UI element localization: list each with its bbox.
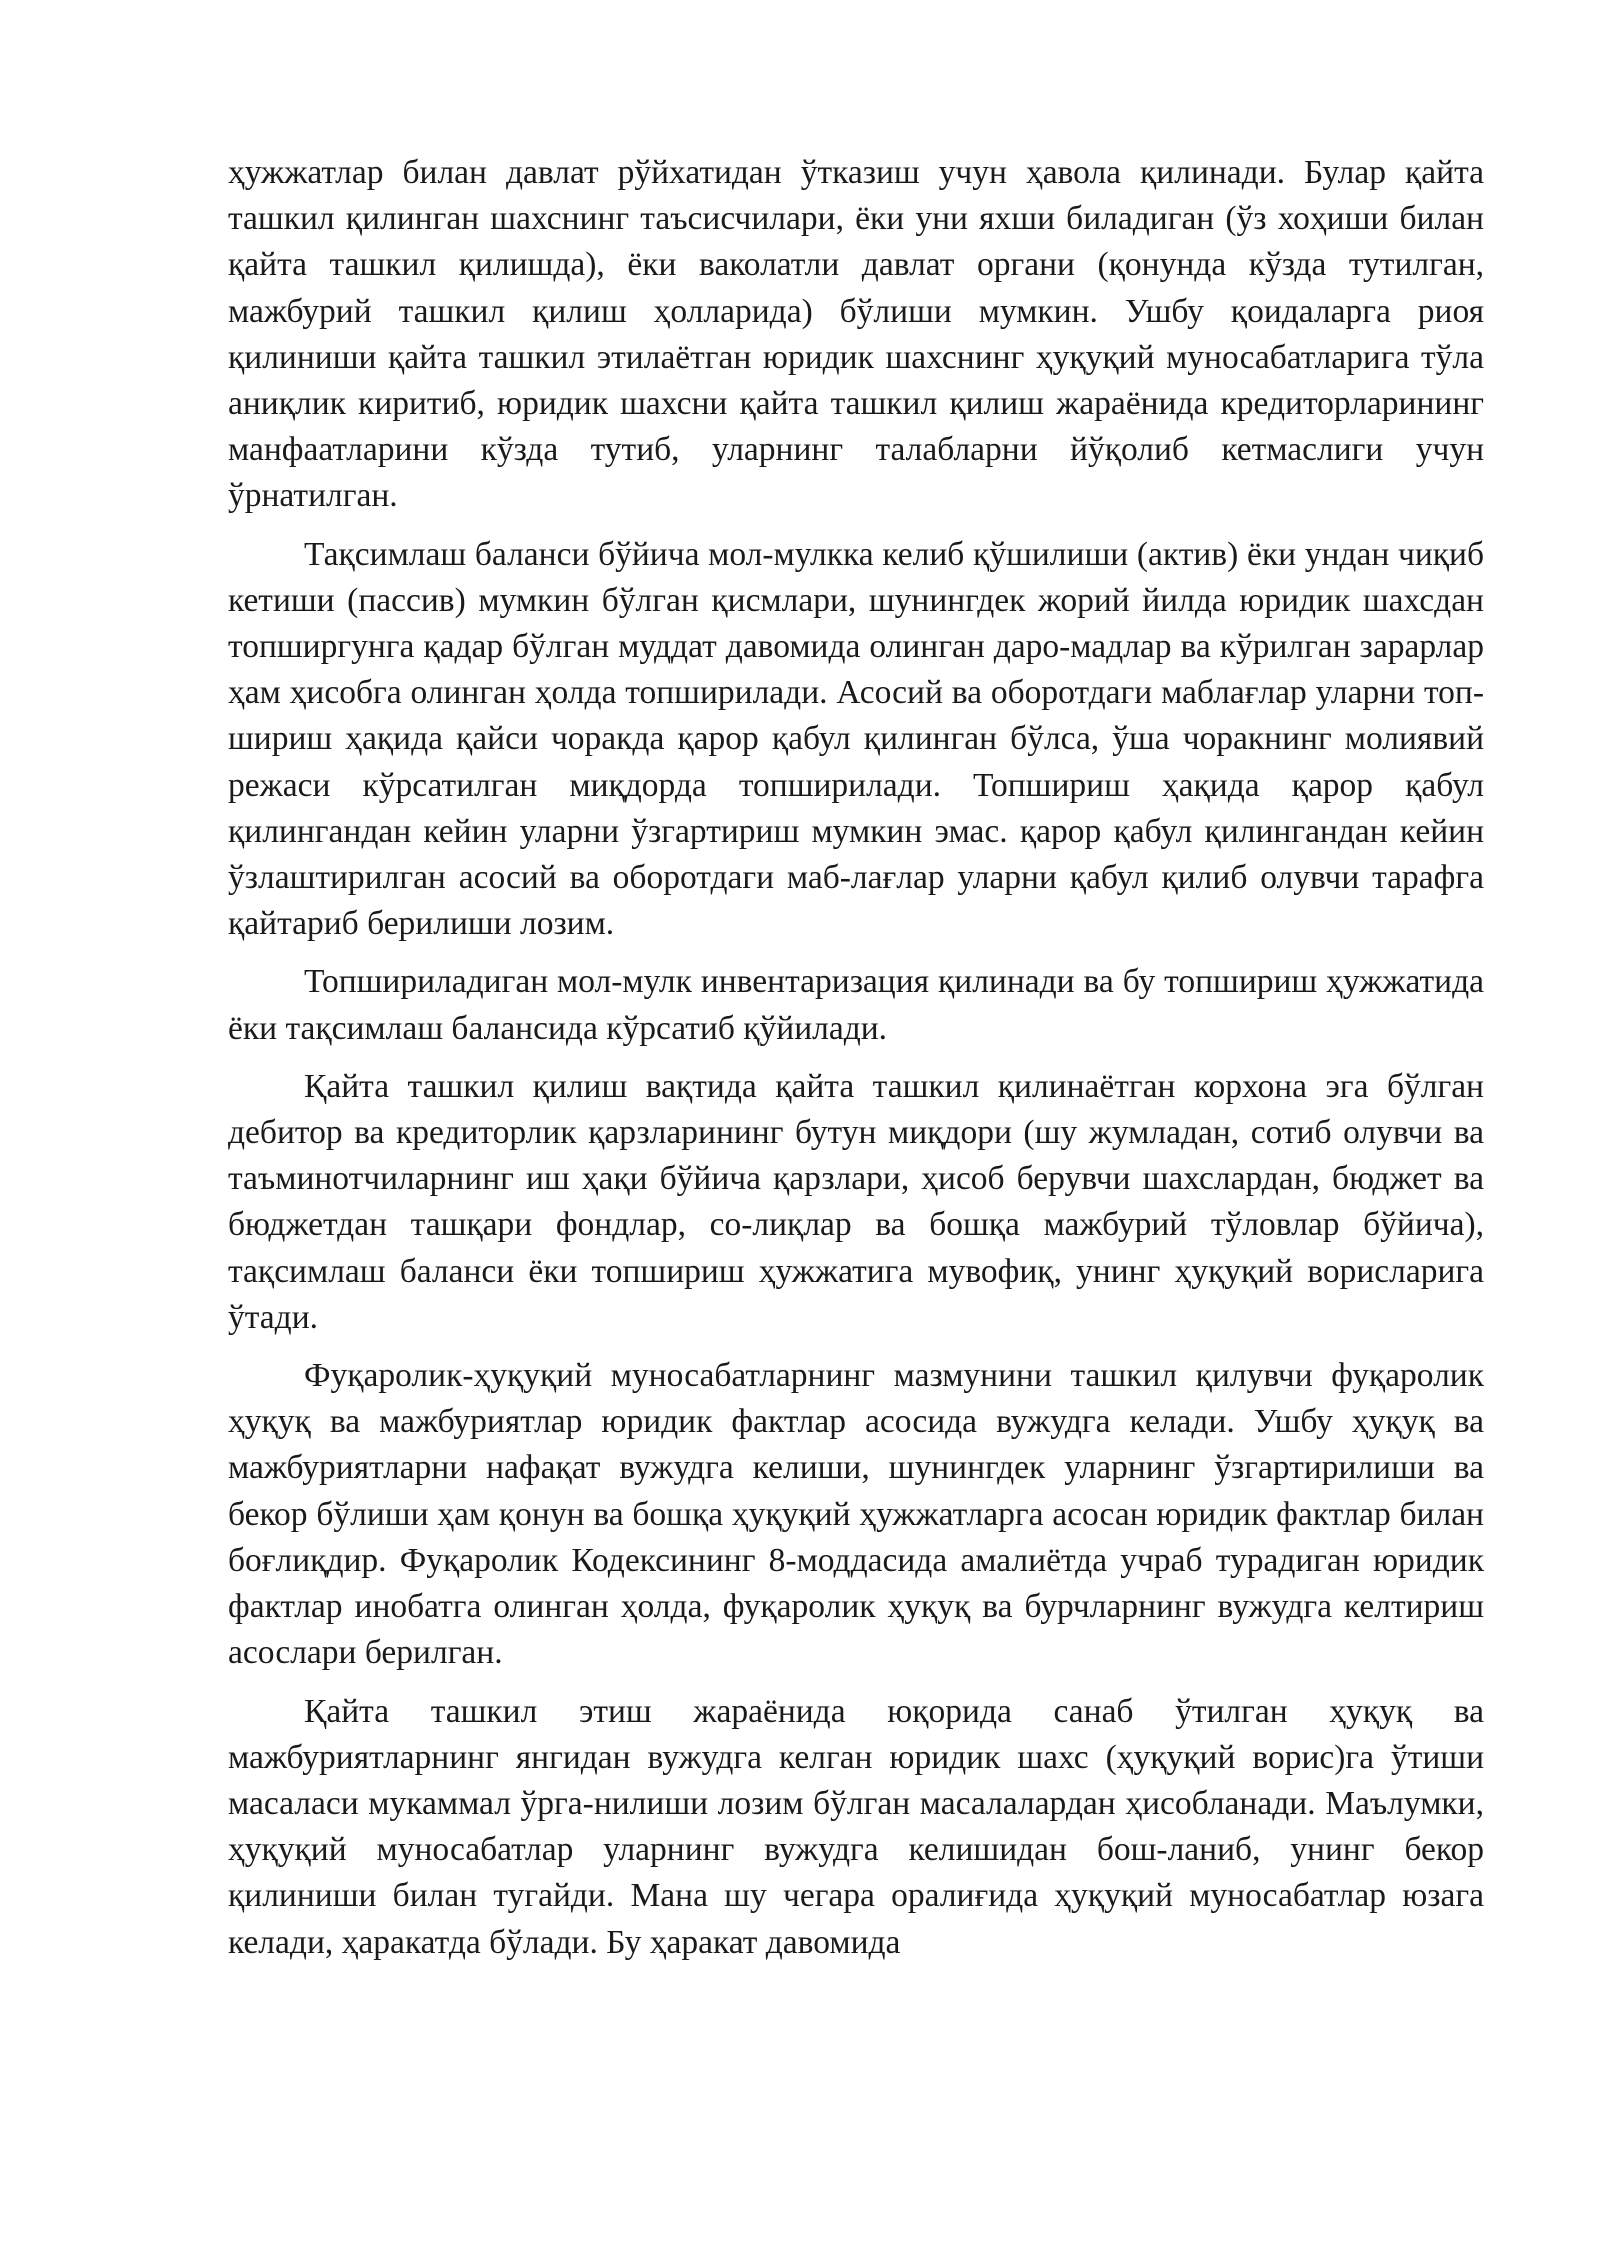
document-body: [228, 150, 1484, 1978]
paragraph-distribution-balance: Тақсимлаш баланси бўйича мол-мулкка келиб қўшилиши (актив) ёки ундан чиқиб кетиши (пассив) мумкин бўлган қисмлари, шунингдек жорий йилда юридик шахсдан топширгунга қадар бўлган муддат давомида олинган даро-мадлар ва кўрилган зарарлар ҳам ҳисобга олинган ҳолда топширилади. Асосий ва оборотдаги маблағлар уларни топ-шириш ҳақида қайси чоракда қарор қабул қилинган бўлса, ўша чоракнинг молиявий режаси кўрсатилган миқдорда топширилади. Топшириш ҳақида қарор қабул қилингандан кейин уларни ўзгартириш мумкин эмас. қарор қабул қилингандан кейин ўзлаштирилган асосий ва оборотдаги маб-лағлар уларни қабул қилиб олувчи тарафга қайтариб берилиши лозим.: [228, 535, 1484, 943]
paragraph-civil-rights: Фуқаролик-ҳуқуқий муносабатларнинг мазмунини ташкил қилувчи фуқаролик ҳуқуқ ва мажбуриятлар юридик фактлар асосида вужудга келади. Ушбу ҳуқуқ ва мажбуриятларни нафақат вужудга келиши, шунингдек уларнинг ўзгартирилиши ва бекор бўлиши ҳам қонун ва бошқа ҳуқуқий ҳужжатларга асосан юридик фактлар билан боғлиқдир. Фуқаролик Кодексининг 8-моддасида амалиётда учраб турадиган юридик фактлар инобатга олинган ҳолда, фуқаролик ҳуқуқ ва бурчларнинг вужудга келтириш асослари берилган.: [228, 1357, 1484, 1672]
paragraph-continued: ҳужжатлар билан давлат рўйхатидан ўтказиш учун ҳавола қилинади. Булар қайта ташкил қилинган шахснинг таъсисчилари, ёки уни яхши биладиган (ўз хоҳиши билан қайта ташкил қилишда), ёки ваколатли давлат органи (қонунда кўзда тутилган, мажбурий ташкил қилиш ҳолларида) бўлиши мумкин. Ушбу қоидаларга риоя қилиниши қайта ташкил этилаётган юридик шахснинг ҳуқуқий муносабатларига тўла аниқлик киритиб, юридик шахсни қайта ташкил қилиш жараёнида кредиторларининг манфаатларини кўзда тутиб, уларнинг талабларни йўқолиб кетмаслиги учун ўрнатилган.: [228, 154, 1484, 515]
paragraph-reorganization: Қайта ташкил этиш жараёнида юқорида санаб ўтилган ҳуқуқ ва мажбуриятларнинг янгидан вужудга келган юридик шахс (ҳуқуқий ворис)га ўтиши масаласи мукаммал ўрга-нилиши лозим бўлган масалалардан ҳисобланади. Маълумки, ҳуқуқий муносабатлар уларнинг вужудга келишидан бош-ланиб, унинг бекор қилиниши билан тугайди. Мана шу чегара оралиғида ҳуқуқий муносабатлар юзага келади, ҳаракатда бўлади. Бу ҳаракат давомида: [228, 1692, 1484, 1961]
paragraph-inventory: Топшириладиган мол-мулк инвентаризация қилинади ва бу топшириш ҳужжатида ёки тақсимлаш балансида кўрсатиб қўйилади.: [228, 963, 1484, 1047]
paragraph-debts-transfer: Қайта ташкил қилиш вақтида қайта ташкил қилинаётган корхона эга бўлган дебитор ва кредиторлик қарзларининг бутун миқдори (шу жумладан, сотиб олувчи ва таъминотчиларнинг иш ҳақи бўйича қарзлари, ҳисоб берувчи шахслардан, бюджет ва бюджетдан ташқари фондлар, со-лиқлар ва бошқа мажбурий тўловлар бўйича), тақсимлаш баланси ёки топшириш ҳужжатига мувофиқ, унинг ҳуқуқий ворисларига ўтади.: [228, 1067, 1484, 1336]
